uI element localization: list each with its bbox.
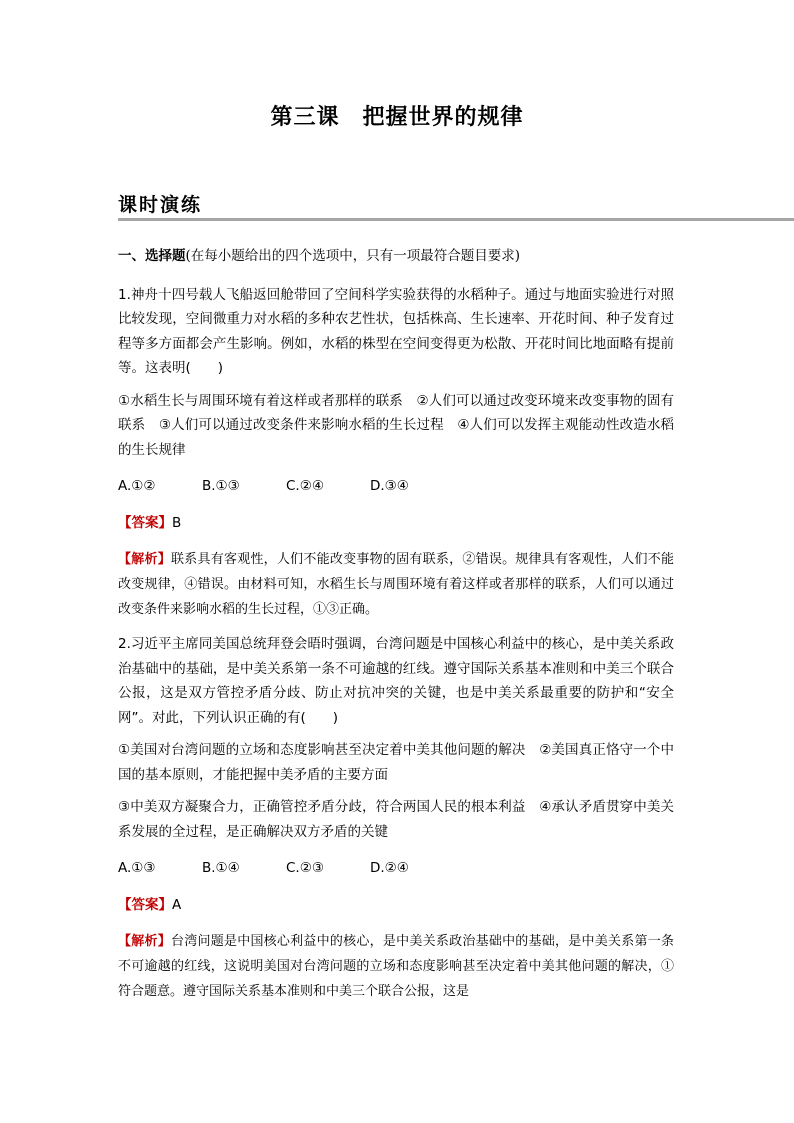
answer-value: A <box>172 896 182 913</box>
question-2-analysis <box>118 929 674 1004</box>
document-body <box>118 244 674 1014</box>
question-2-choices <box>118 856 674 881</box>
answer-tag: 【答案】 <box>118 896 172 913</box>
choice-b: B.①④ <box>202 860 240 876</box>
section-label: 课时演练 <box>118 194 203 216</box>
choice-c: C.②③ <box>286 860 324 876</box>
question-2-statements-1: ①美国对台湾问题的立场和态度影响甚至决定着中美其他问题的解决 ②美国真正恪守一个中国的基本原则，才能把握中美矛盾的主要方面 <box>118 742 674 783</box>
choice-c: C.②④ <box>286 478 324 494</box>
choice-a: A.①③ <box>118 860 156 876</box>
part-heading-note: (在每小题给出的四个选项中，只有一项最符合题目要求) <box>185 248 521 264</box>
part-heading <box>118 244 674 269</box>
choice-b: B.①③ <box>202 478 240 494</box>
section-header <box>118 190 794 222</box>
analysis-tag: 【解析】 <box>118 934 171 949</box>
question-1-statements: ①水稻生长与周围环境有着这样或者那样的联系 ②人们可以通过改变环境来改变事物的固有联系 ③人们可以通过改变条件来影响水稻的生长过程 ④人们可以发挥主观能动性改造水稻的生长规律 <box>118 392 674 458</box>
analysis-text: 联系具有客观性，人们不能改变事物的固有联系，②错误。规律具有客观性，人们不能改变规律，④错误。由材料可知，水稻生长与周围环境有着这样或者那样的联系，人们可以通过改变条件来影响水稻的生长过程，①③正确。 <box>118 552 674 617</box>
question-2-answer <box>118 893 674 918</box>
choice-a: A.①② <box>118 478 156 494</box>
choice-d: D.③④ <box>370 478 409 494</box>
question-1-stem: 1.神舟十四号载人飞船返回舱带回了空间科学实验获得的水稻种子。通过与地面实验进行对照比较发现，空间微重力对水稻的多种农艺性状，包括株高、生长速率、开花时间、种子发育过程等多方面都会产生影响。例如，水稻的株型在空间变得更为松散、开花时间比地面略有提前等。这表明( ) <box>118 286 674 376</box>
question-2-statements-2: ③中美双方凝聚合力，正确管控矛盾分歧，符合两国人民的根本利益 ④承认矛盾贯穿中美关系发展的全过程，是正确解决双方矛盾的关键 <box>118 799 674 840</box>
question-2-stem: 2.习近平主席同美国总统拜登会晤时强调，台湾问题是中国核心利益中的核心，是中美关系政治基础中的基础，是中美关系第一条不可逾越的红线。遵守国际关系基本准则和中美三个联合公报，这是双方管控矛盾分歧、防止对抗冲突的关键，也是中美关系最重要的防护和“安全网”。对此，下列认识正确的有( ) <box>118 636 674 726</box>
question-1-analysis <box>118 547 674 622</box>
question-1-choices <box>118 474 674 499</box>
analysis-tag: 【解析】 <box>118 552 171 567</box>
page-title: 第三课 把握世界的规律 <box>270 105 524 130</box>
choice-d: D.②④ <box>370 860 409 876</box>
question-1-answer <box>118 511 674 536</box>
part-heading-main: 一、选择题 <box>118 248 186 264</box>
analysis-text: 台湾问题是中国核心利益中的核心，是中美关系政治基础中的基础，是中美关系第一条不可逾越的红线，这说明美国对台湾问题的立场和态度影响甚至决定着中美其他问题的解决，①符合题意。遵守国际关系基本准则和中美三个联合公报，这是 <box>118 934 674 999</box>
answer-value: B <box>172 514 182 531</box>
answer-tag: 【答案】 <box>118 514 172 531</box>
section-divider <box>118 218 794 221</box>
